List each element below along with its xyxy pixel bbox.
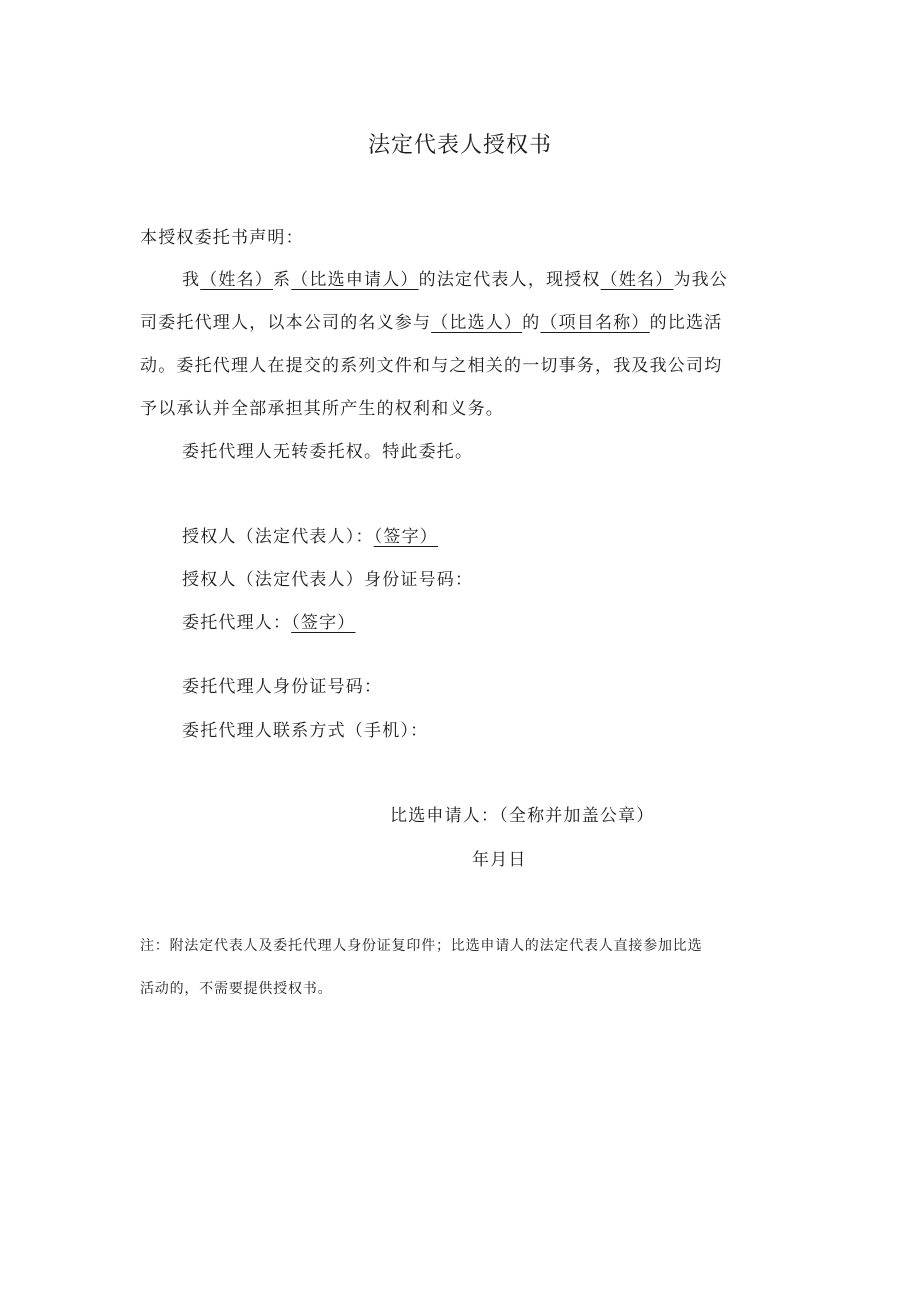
- paragraph-1-line-3: 动。委托代理人在提交的系列文件和与之相关的一切事务，我及我公司均: [140, 356, 723, 376]
- document-title: 法定代表人授权书: [367, 133, 552, 158]
- text: 的法定代表人，现授权: [418, 270, 601, 290]
- text: 司委托代理人，以本公司的名义参与: [140, 313, 432, 333]
- note-line-1: 注：附法定代表人及委托代理人身份证复印件；比选申请人的法定代表人直接参加比选: [140, 938, 703, 954]
- applicant-seal-line: 比选申请人：（全称并加盖公章）: [390, 806, 655, 826]
- paragraph-2: 委托代理人无转委托权。特此委托。: [182, 442, 474, 462]
- text: 的: [522, 313, 541, 333]
- text: 为我公: [673, 270, 729, 290]
- note-line-2: 活动的，不需要提供授权书。: [140, 981, 333, 997]
- text: 的比选活: [649, 313, 723, 333]
- agent-id-label: 委托代理人身份证号码：: [182, 677, 383, 697]
- grantor-signature-placeholder: （签字）: [373, 527, 439, 547]
- grantor-signature-line: [182, 525, 438, 549]
- agent-signature-placeholder: （签字）: [291, 613, 356, 633]
- grantor-id-label: 授权人（法定代表人）身份证号码：: [182, 570, 474, 590]
- declaration-heading: 本授权委托书声明：: [140, 228, 304, 248]
- paragraph-1-line-2: [140, 311, 722, 335]
- grantor-label: 授权人（法定代表人）：: [182, 527, 374, 547]
- selector-placeholder: （比选人）: [431, 313, 523, 333]
- date-line: 年月日: [472, 850, 527, 870]
- agent-contact-label: 委托代理人联系方式（手机）：: [182, 721, 429, 741]
- text: 我: [182, 270, 201, 290]
- agent-label: 委托代理人：: [182, 613, 292, 633]
- project-name-placeholder: （项目名称）: [540, 313, 650, 333]
- text: 系: [273, 270, 292, 290]
- applicant-placeholder: （比选申请人）: [291, 270, 419, 290]
- paragraph-1-line-4: 予以承认并全部承担其所产生的权利和义务。: [140, 399, 504, 419]
- name-placeholder: （姓名）: [200, 270, 274, 290]
- agent-name-placeholder: （姓名）: [600, 270, 674, 290]
- paragraph-1-line-1: [182, 268, 728, 292]
- agent-signature-line: [182, 611, 356, 635]
